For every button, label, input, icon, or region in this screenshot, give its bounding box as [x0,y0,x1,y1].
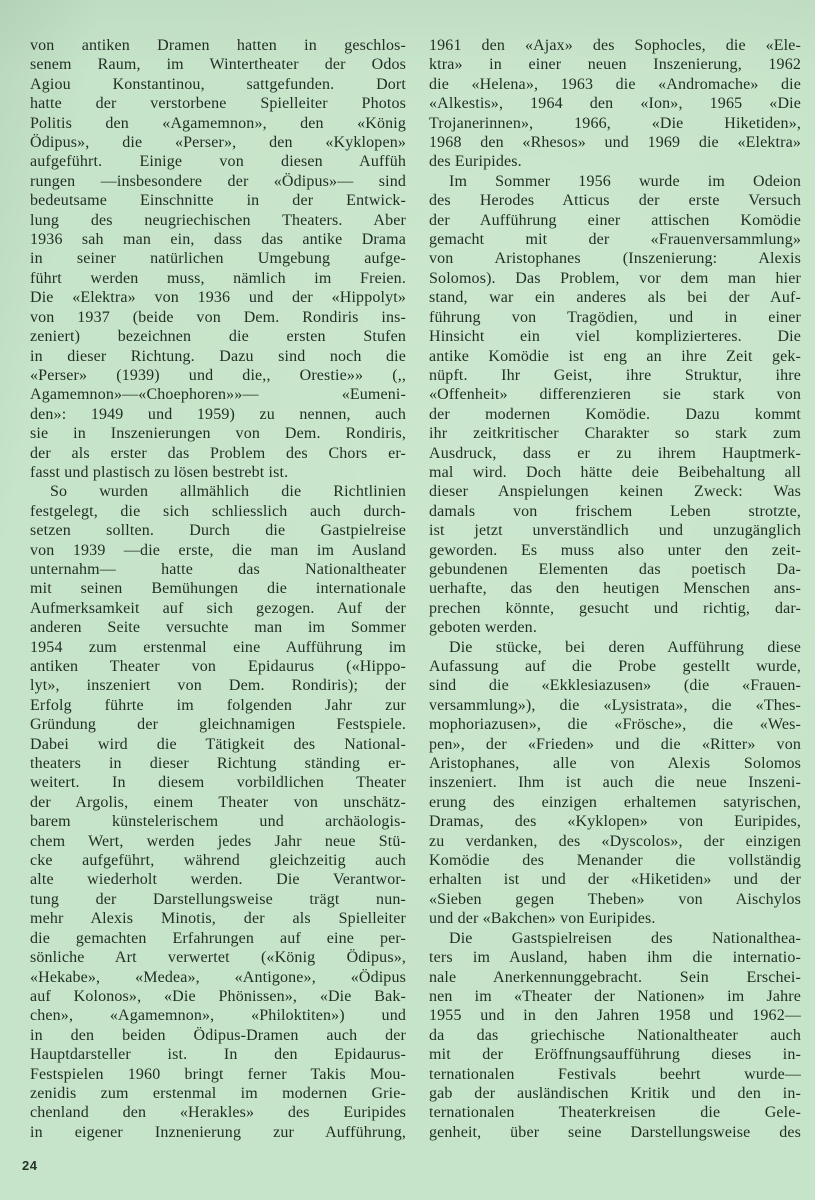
text-line: führt werden muss, nämlich im Freien. [30,269,406,287]
text-line: prechen könnte, gesucht und richtig, dar- [429,599,801,617]
text-line: chem Wert, werden jedes Jahr neue Stü- [30,832,406,850]
text-line: dieser Anspielungen keinen Zweck: Was [429,483,801,501]
text-line: unternahm— hatte das Nationaltheater [30,560,406,578]
text-line: zeniert) bezeichnen die ersten Stufen [30,328,406,346]
page-number: 24 [22,1158,38,1173]
text-line: «Offenheit» differenzieren sie stark von [429,386,801,404]
text-line: mit der Eröffnungsaufführung dieses in- [429,1046,801,1064]
text-line: gebundenen Elementen das poetisch Da- [429,560,801,578]
text-line: Hauptdarsteller ist. In den Epidaurus- [30,1046,406,1064]
text-line: ktra» in einer neuen Inszenierung, 1962 [429,56,801,74]
text-line: anderen Seite versuchte man im Sommer [30,619,406,637]
text-line: Ausdruck, dass er zu ihrem Hauptmerk- [429,444,801,462]
text-line: «Perser» (1939) und die,, Orestie»» (,, [30,366,406,384]
text-line: Ödipus», die «Perser», den «Kyklopen» [30,134,406,152]
text-line: senem Raum, im Wintertheater der Odos [30,56,406,74]
text-line: Dabei wird die Tätigkeit des National- [30,735,406,753]
text-line: Im Sommer 1956 wurde im Odeion [449,172,801,190]
text-line: genheit, über seine Darstellungsweise des [429,1123,801,1141]
text-line: gab der ausländischen Kritik und den in- [429,1084,801,1102]
text-line: sie in Inszenierungen von Dem. Rondiris, [30,425,406,443]
text-line: damals von frischem Leben strotzte, [429,502,801,520]
text-line: Aristophanes, alle von Alexis Solomos [429,755,801,773]
text-line: «Sieben gegen Theben» von Aischylos [429,890,801,908]
text-line: Die stücke, bei deren Aufführung diese [449,638,801,656]
text-line: der Argolis, einem Theater von unschätz- [30,793,406,811]
text-line: barem künstelerischem und archäologis- [30,813,406,831]
text-line: stand, war ein anderes als bei der Auf- [429,289,801,307]
text-line: antike Komödie ist eng an ihre Zeit gek- [429,347,801,365]
text-line: erhalten ist und der «Hiketiden» und der [429,871,801,889]
text-line: von Aristophanes (Inszenierung: Alexis [429,250,801,268]
text-line: tung der Darstellungsweise trägt nun- [30,890,406,908]
text-line: «Alkestis», 1964 den «Ion», 1965 «Die [429,95,801,113]
text-line: in eigener Inznenierung zur Aufführung, [30,1123,406,1141]
text-line: sönliche Art verwertet («König Ödipus», [30,949,406,967]
text-line: hatte der verstorbene Spielleiter Photos [30,95,406,113]
text-line: von antiken Dramen hatten in geschlos- [30,37,406,54]
text-line: der als erster das Problem des Chors er- [30,444,406,462]
text-line: 1954 zum erstenmal eine Aufführung im [30,638,406,656]
text-column-right [429,36,801,1142]
text-line: in seiner natürlichen Umgebung aufge- [30,250,406,268]
text-line: Solomos). Das Problem, vor dem man hier [429,269,801,287]
text-line: ternationalen Festivals beehrt wurde— [429,1065,801,1083]
text-line: sind die «Ekklesiazusen» (die «Frauen- [429,677,801,695]
text-line: zenidis zum erstenmal im modernen Grie- [30,1084,406,1102]
text-line: geworden. Es muss also unter den zeit- [429,541,801,559]
text-line: cke aufgeführt, während gleichzeitig auch [30,852,406,870]
text-line: erung des einzigen erhaltemen satyrischen, [429,793,801,811]
text-line: pen», der «Frieden» und die «Ritter» von [429,735,801,753]
text-line: Agiou Konstantinou, sattgefunden. Dort [30,75,406,93]
text-line: des Herodes Atticus der erste Versuch [429,192,801,210]
text-line: geboten werden. [429,619,537,637]
text-line: und der «Bakchen» von Euripides. [429,910,656,928]
text-line: der Aufführung einer attischen Komödie [429,211,801,229]
text-line: versammlung»), die «Lysistrata», die «Thes- [429,696,801,714]
text-line: rungen —insbesondere der «Ödipus»— sind [30,172,406,190]
text-line: nüpft. Ihr Geist, ihre Struktur, ihre [429,366,801,384]
text-line: Aufassung auf die Probe gestellt wurde, [429,658,801,675]
text-line: mit seinen Bemühungen die internationale [30,580,406,598]
text-line: den»: 1949 und 1959) zu nennen, auch [30,405,406,423]
text-line: nen im «Theater der Nationen» im Jahre [429,987,801,1005]
text-line: ist jetzt unverständlich und unzugänglich [429,522,801,540]
text-line: fasst und plastisch zu lösen bestrebt ist. [30,463,289,481]
text-line: aufgeführt. Einige von diesen Auffüh [30,153,406,171]
text-line: 1961 den «Ajax» des Sophocles, die «Ele- [429,37,801,54]
text-line: chenland den «Herakles» des Euripides [30,1104,406,1122]
text-line: ihr zeitkritischer Charakter so stark zum [429,425,801,443]
text-line: 1968 den «Rhesos» und 1969 die «Elektra» [429,134,801,152]
text-line: antiken Theater von Epidaurus («Hippo- [30,658,406,675]
text-line: in dieser Richtung. Dazu sind noch die [30,347,406,365]
text-line: des Euripides. [429,153,522,171]
text-line: Dramas, des «Kyklopen» von Euripides, [429,813,801,831]
text-line: mal wird. Doch hätte deie Beibehaltung all [429,463,801,481]
text-line: lung des neugriechischen Theaters. Aber [30,211,406,229]
text-line: weitert. In diesem vorbildlichen Theater [30,774,406,792]
text-line: inszeniert. Ihm ist auch die neue Inszeni- [429,774,801,792]
text-line: Gründung der gleichnamigen Festspiele. [30,716,406,734]
text-line: Die Gastspielreisen des Nationalthea- [449,929,801,947]
text-line: bedeutsame Einschnitte in der Entwick- [30,192,406,210]
text-line: mophoriazusen», die «Frösche», die «Wes- [429,716,801,734]
text-line: die gemachten Erfahrungen auf eine per- [30,929,406,947]
text-line: in den beiden Ödipus-Dramen auch der [30,1026,406,1044]
text-line: theaters in dieser Richtung ständing er- [30,755,406,773]
text-line: Politis den «Agamemnon», den «König [30,114,406,132]
text-line: ternationalen Theaterkreisen die Gele- [429,1104,801,1122]
text-line: Die «Elektra» von 1936 und der «Hippolyt» [30,289,406,307]
text-line: von 1939 —die erste, die man im Ausland [30,541,406,559]
text-line: der modernen Komödie. Dazu kommt [429,405,801,423]
text-line: Erfolg führte im folgenden Jahr zur [30,696,406,714]
text-line: lyt», inszeniert von Dem. Rondiris); der [30,677,406,695]
text-line: zu verdanken, des «Dyscolos», der einzigen [429,832,801,850]
text-line: mehr Alexis Minotis, der als Spielleiter [30,910,406,928]
text-line: setzen sollten. Durch die Gastpielreise [30,522,406,540]
text-line: Komödie des Menander die vollständig [429,852,801,870]
text-line: 1936 sah man ein, dass das antike Drama [30,231,406,249]
text-line: von 1937 (beide von Dem. Rondiris ins- [30,308,406,326]
text-line: «Hekabe», «Medea», «Antigone», «Ödipus [30,968,406,986]
text-line: nale Anerkennunggebracht. Sein Erschei- [429,968,801,986]
text-line: Festspielen 1960 bringt ferner Takis Mou- [30,1065,406,1083]
text-line: Agamemnon»—«Choephoren»»— «Eumeni- [30,386,406,404]
text-line: führung von Tragödien, und in einer [429,308,801,326]
text-line: gemacht mit der «Frauenversammlung» [429,231,801,249]
text-column-left [30,36,406,1142]
text-line: die «Helena», 1963 die «Andromache» die [429,75,801,93]
text-line: So wurden allmählich die Richtlinien [50,483,406,501]
text-line: Trojanerinnen», 1966, «Die Hiketiden», [429,114,801,132]
text-line: chen», «Agamemnon», «Philoktiten») und [30,1007,406,1025]
text-line: Aufmerksamkeit auf sich gezogen. Auf der [30,599,406,617]
text-line: alte wiederholt werden. Die Verantwor- [30,871,406,889]
text-line: 1955 und in den Jahren 1958 und 1962— [429,1007,801,1025]
text-line: auf Kolonos», «Die Phönissen», «Die Bak- [30,987,406,1005]
text-line: da das griechische Nationaltheater auch [429,1026,801,1044]
text-line: festgelegt, die sich schliesslich auch durch- [30,502,406,520]
text-line: uerhafte, das den heutigen Menschen ans- [429,580,801,598]
text-line: Hinsicht ein viel komplizierteres. Die [429,328,801,346]
text-line: ters im Ausland, haben ihm die internatio- [429,949,801,967]
